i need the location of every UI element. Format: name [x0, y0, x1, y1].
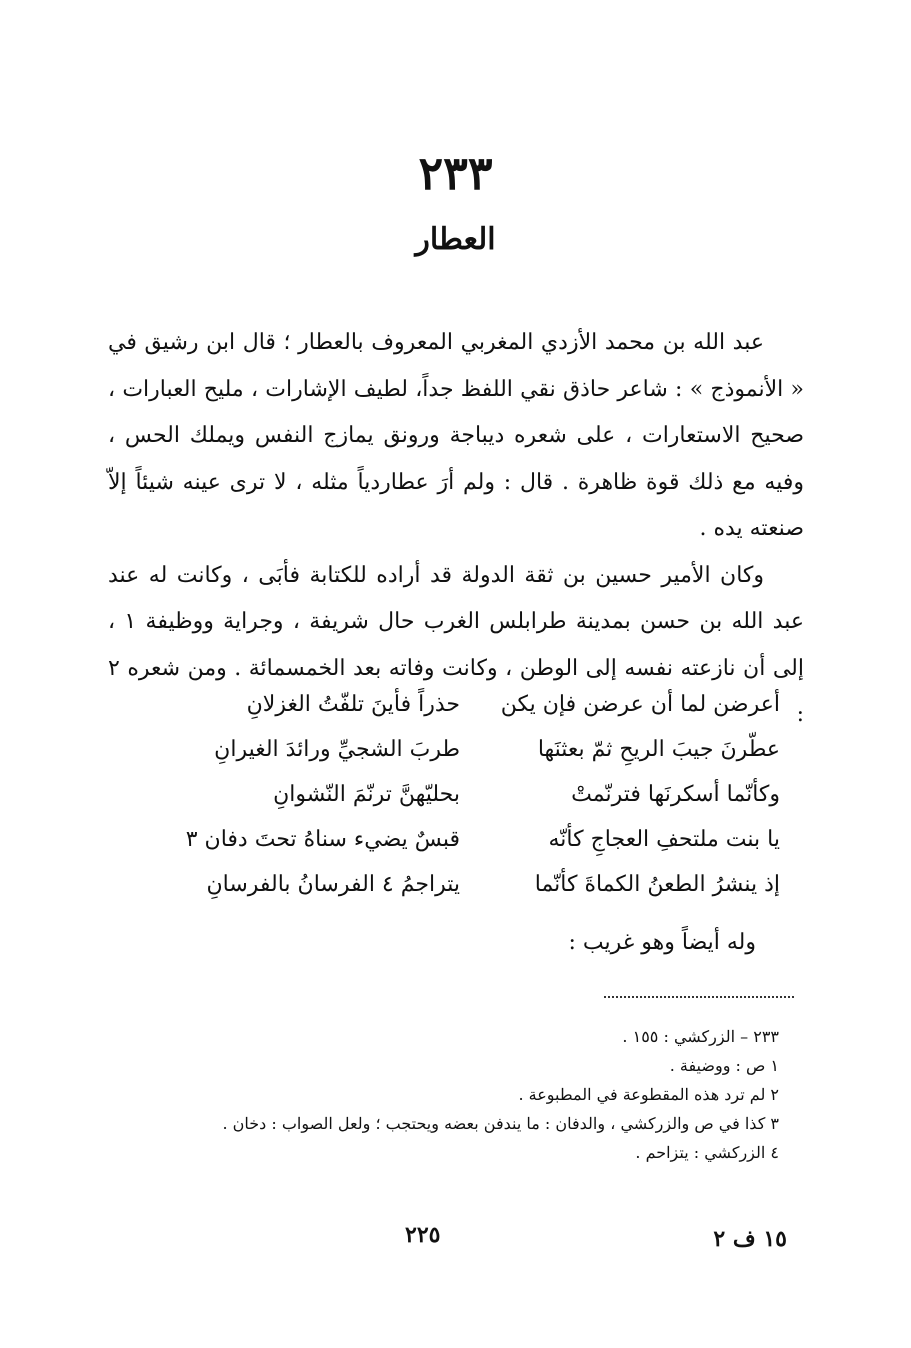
verse-line	[100, 864, 780, 906]
verse-line	[100, 819, 780, 861]
poem-intro-line: وله أيضاً وهو غريب :	[568, 930, 756, 955]
footnote: ٢ لم ترد هذه المقطوعة في المطبوعة .	[518, 1085, 779, 1104]
paragraph: وكان الأمير حسين بن ثقة الدولة قد أراده للكتابة فأبَى ، وكانت له عند عبد الله بن حسن بمدينة طرابلس الغرب حال شريفة ، وجراية ووظيفة ١ ، إلى أن نازعته نفسه إلى الوطن ، وكانت وفاته بعد الخمسمائة . ومن شعره ٢ :	[108, 562, 804, 727]
verse-second-hemistich: بحليّهنَّ ترنّمَ النّشوانِ	[273, 782, 460, 807]
verse-first-hemistich: أعرضن لما أن عرضن فإن يكن	[500, 692, 780, 717]
footnote: ٢٣٣ – الزركشي : ١٥٥ .	[622, 1027, 779, 1046]
footnote: ١ ص : ووضيفة .	[669, 1056, 779, 1075]
entry-title: العطار	[415, 222, 496, 257]
printer-signature: ١٥ ف ٢	[713, 1226, 787, 1252]
verse-first-hemistich: وكأنّما أسكرنَها فترنّمتْ	[571, 782, 780, 807]
verse-first-hemistich: يا بنت ملتحفِ العجاجِ كأنّه	[548, 827, 780, 852]
verse-first-hemistich: إذ ينشرُ الطعنُ الكماةَ كأنّما	[534, 872, 780, 897]
entry-number: ٢٣٣	[418, 146, 493, 200]
verse-line	[100, 774, 780, 816]
biography-text	[108, 320, 804, 739]
footnote: ٣ كذا في ص والزركشي ، والدفان : ما يندفن بعضه ويحتجب ؛ ولعل الصواب : دخان .	[222, 1114, 779, 1133]
verse-second-hemistich: حذراً فأينَ تلفّتُ الغزلانِ	[246, 692, 460, 717]
footnote-divider	[604, 996, 794, 998]
paragraph: عبد الله بن محمد الأزدي المغربي المعروف بالعطار ؛ قال ابن رشيق في « الأنموذج » : شاعر حاذق نقي اللفظ جداً، لطيف الإشارات ، مليح العبارات ، صحيح الاستعارات ، على شعره ديباجة ورونق يمازج النفس ويملك الحس ، وفيه مع ذلك قوة ظاهرة . قال : ولم أرَ عطاردياً مثله ، لا ترى عينه شيئاً إلاّ صنعته يده .	[108, 330, 804, 541]
footnote: ٤ الزركشي : يتزاحم .	[635, 1143, 779, 1162]
verse-second-hemistich: طربَ الشجيِّ ورائدَ الغيرانِ	[214, 737, 460, 762]
verse-first-hemistich: عطّرنَ جيبَ الريحِ ثمّ بعثنَها	[537, 737, 780, 762]
footnotes	[79, 1022, 779, 1167]
verse-line	[100, 684, 780, 726]
page-number: ٢٢٥	[405, 1222, 441, 1248]
verse-line	[100, 729, 780, 771]
verse-second-hemistich: قبسٌ يضيء سناهُ تحتَ دفان ٣	[185, 827, 460, 852]
verse-second-hemistich: يتراجمُ ٤ الفرسانُ بالفرسانِ	[206, 872, 460, 897]
